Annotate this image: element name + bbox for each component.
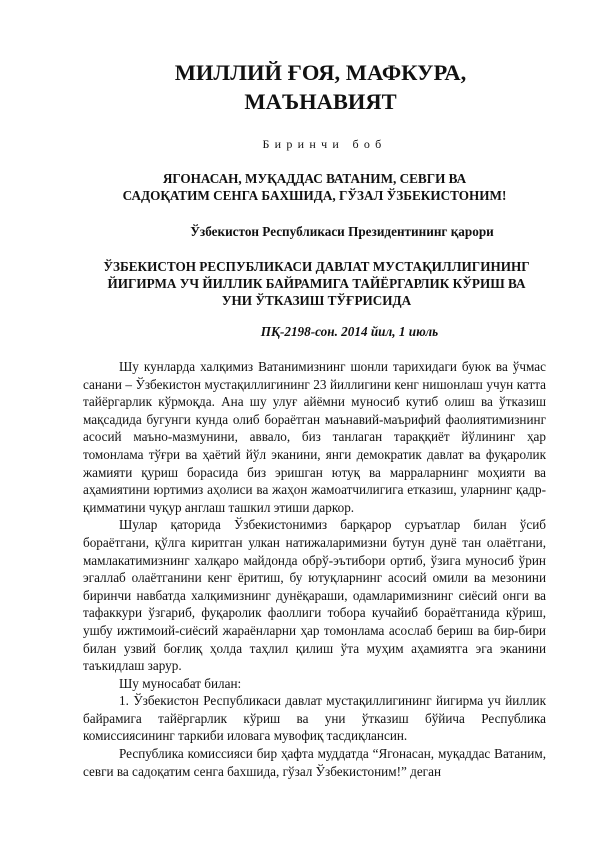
document-page (83, 58, 546, 780)
chapter-motto (83, 170, 546, 204)
body-text (83, 358, 546, 780)
paragraph: Республика комиссияси бир ҳафта муддатда “Ягонасан, муқаддас Ватаним, севги ва садоқатим сенга бахшида, гўзал Ўзбекистоним!” деган (83, 746, 546, 779)
decree-label: Ўзбекистон Республикаси Президентининг қарори (190, 224, 494, 239)
decree-title (87, 258, 546, 309)
chapter-motto-line-2: САДОҚАТИМ СЕНГА БАХШИДА, ГЎЗАЛ ЎЗБЕКИСТОНИМ! (122, 188, 507, 203)
book-title-line-2: МАЪНАВИЯТ (244, 89, 397, 114)
paragraph: 1. Ўзбекистон Республикаси давлат мустақиллигининг йигирма уч йиллик байрамига тайёргарлик кўриш ва уни ўтказиш бўйича Республика комиссиясининг таркиби иловага мувофиқ тасдиқлансин. (83, 693, 546, 744)
book-title-line-1: МИЛЛИЙ ҒОЯ, МАФКУРА, (174, 60, 467, 85)
paragraph: Шу муносабат билан: (119, 675, 242, 691)
decree-title-line-3: УНИ ЎТКАЗИШ ТЎҒРИСИДА (221, 293, 412, 308)
paragraph: Шулар қаторида Ўзбекистонимиз барқарор суръатлар билан ўсиб бораётгани, қўлга киритган улкан натижаларимизни бутун дунё тан олаётгани, мамлакатимизнинг халқаро майдонда обрў-эътибори ортиб, ўзига муносиб ўрин эгаллаб олаётганини кенг ёритиш, бу ютуқларнинг асосий омили ва мезонини биринчи навбатда халқимизнинг дунёқараши, одамларимизнинг сиёсий онги ва тафаккури ўзгариб, фуқаролик фаоллиги тобора кучайиб бораётганида кўриш, ушбу ижтимоий-сиёсий жараёнларни ҳар томонлама асослаб бериш ва бир-бири билан узвий боғлиқ ҳолда таҳлил қилиш ўта муҳим аҳамиятга эга эканини таъкидлаш зарур. (83, 517, 546, 674)
chapter-motto-line-1: ЯГОНАСАН, МУҚАДДАС ВАТАНИМ, СЕВГИ ВА (162, 171, 467, 186)
chapter-heading: Биринчи боб (262, 137, 387, 151)
decree-number: ПҚ-2198-сон. 2014 йил, 1 июль (260, 324, 439, 339)
book-title (95, 58, 546, 116)
decree-title-line-2: ЙИГИРМА УЧ ЙИЛЛИК БАЙРАМИГА ТАЙЁРГАРЛИК КЎРИШ ВА (107, 276, 526, 291)
paragraph: Шу кунларда халқимиз Ватанимизнинг шонли тарихидаги буюк ва ўчмас санани – Ўзбекистон мустақиллигининг 23 йиллигини кенг нишонлаш учун катта тайёргарлик кўрмоқда. Ана шу улуғ айёмни муносиб кутиб олиш ва ўтказиш мақсадида бугунги кунда олиб бораётган маънавий-маърифий фаолиятимизнинг асосий маъно-мазмунини, аввало, биз танлаган тараққиёт йўлининг ҳар томонлама тўғри ва ҳаётий йўл эканини, янги демократик давлат ва фуқаролик жамияти қуриш борасида биз эришган ютуқ ва марраларнинг моҳияти ва аҳамиятини юртимиз аҳолиси ва жаҳон жамоатчилигига етказиш, уларнинг қадр-қимматини чуқур англаш ташкил этиши даркор. (83, 359, 546, 515)
decree-title-line-1: ЎЗБЕКИСТОН РЕСПУБЛИКАСИ ДАВЛАТ МУСТАҚИЛЛИГИНИНГ (103, 259, 530, 274)
